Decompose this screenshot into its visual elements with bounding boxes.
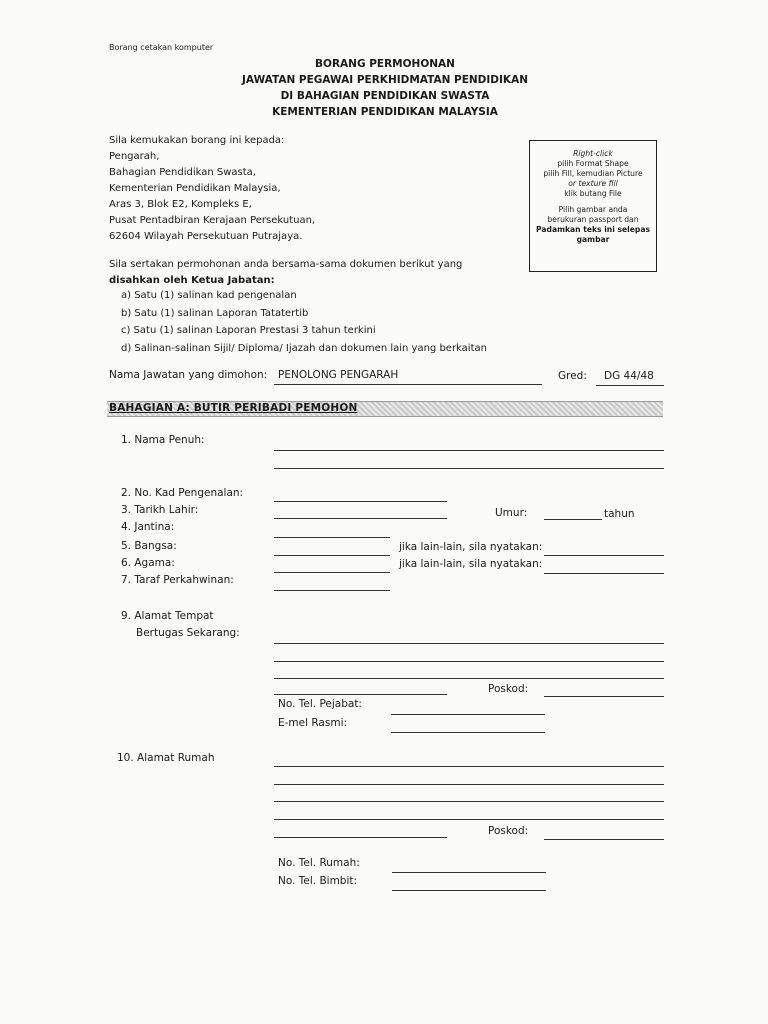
nama-penuh-field[interactable] [274, 450, 664, 451]
documents-list [121, 287, 487, 357]
section-a-title: BAHAGIAN A: BUTIR PERIBADI PEMOHON [109, 402, 358, 414]
emel-rasmi-label: E-mel Rasmi: [278, 717, 348, 729]
grade-label: Gred: [558, 370, 587, 382]
photo-instruction: pilih Format Shape [557, 159, 629, 168]
documents-intro [109, 257, 462, 289]
alamat-rumah-field-2[interactable] [274, 784, 664, 785]
photo-placeholder-box[interactable] [529, 140, 657, 272]
poskod-pejabat-field[interactable] [544, 696, 664, 697]
address-intro: Sila kemukakan borang ini kepada: [109, 135, 285, 146]
position-value[interactable]: PENOLONG PENGARAH [278, 369, 399, 381]
tarikh-lahir-label: 3. Tarikh Lahir: [121, 504, 199, 516]
tel-bimbit-field[interactable] [392, 890, 546, 891]
form-header [200, 56, 570, 120]
photo-instruction: berukuran passport dan [547, 215, 639, 224]
list-item: b) Satu (1) salinan Laporan Tatatertib [121, 307, 309, 319]
alamat-tempat-label: 9. Alamat Tempat [121, 610, 214, 622]
bangsa-lain-field[interactable] [544, 555, 664, 556]
alamat-tempat-field-2[interactable] [274, 661, 664, 662]
agama-lain-field[interactable] [544, 573, 664, 574]
alamat-tempat-field[interactable] [274, 643, 664, 644]
position-label: Nama Jawatan yang dimohon: [109, 369, 268, 381]
photo-instruction: gambar [576, 235, 610, 244]
tarikh-lahir-field[interactable] [274, 518, 447, 519]
emel-rasmi-field[interactable] [391, 732, 545, 733]
address-line: Pengarah, [109, 151, 160, 162]
list-item: c) Satu (1) salinan Laporan Prestasi 3 tahun terkini [121, 325, 376, 336]
address-block [109, 133, 315, 245]
section-a-header [107, 401, 663, 417]
umur-label: Umur: [495, 507, 528, 519]
tel-rumah-label: No. Tel. Rumah: [278, 857, 360, 869]
alamat-rumah-field-4[interactable] [274, 819, 664, 820]
taraf-perkahwinan-label: 7. Taraf Perkahwinan: [121, 574, 234, 586]
photo-instruction: pilih Fill, kemudian Picture [543, 169, 643, 178]
agama-label: 6. Agama: [121, 557, 175, 569]
header-subtitle: JAWATAN PEGAWAI PERKHIDMATAN PENDIDIKAN [242, 74, 528, 86]
header-ministry: KEMENTERIAN PENDIDIKAN MALAYSIA [272, 106, 498, 118]
bangsa-field[interactable] [274, 555, 390, 556]
address-line: Bahagian Pendidikan Swasta, [109, 167, 256, 178]
address-line: Aras 3, Blok E2, Kompleks E, [109, 199, 252, 210]
jantina-label: 4. Jantina: [121, 521, 175, 533]
kad-pengenalan-label: 2. No. Kad Pengenalan: [121, 487, 244, 499]
documents-intro-line: Sila sertakan permohonan anda bersama-sama dokumen berikut yang [109, 259, 463, 270]
alamat-rumah-field[interactable] [274, 766, 664, 767]
header-title: BORANG PERMOHONAN [315, 58, 455, 70]
documents-intro-line: disahkan oleh Ketua Jabatan: [109, 275, 275, 286]
address-line: Pusat Pentadbiran Kerajaan Persekutuan, [109, 215, 316, 226]
tel-bimbit-label: No. Tel. Bimbit: [278, 875, 358, 887]
tel-pejabat-field[interactable] [391, 714, 545, 715]
bangsa-lain-label: jika lain-lain, sila nyatakan: [399, 541, 543, 553]
nama-penuh-field-2[interactable] [274, 468, 664, 469]
bangsa-label: 5. Bangsa: [121, 540, 177, 552]
alamat-tempat-field-4[interactable] [274, 694, 447, 695]
umur-field[interactable] [544, 519, 602, 520]
kad-pengenalan-field[interactable] [274, 501, 447, 502]
tel-pejabat-label: No. Tel. Pejabat: [278, 698, 362, 710]
grade-underline [596, 385, 664, 386]
list-item: a) Satu (1) salinan kad pengenalan [121, 290, 297, 301]
address-line: 62604 Wilayah Persekutuan Putrajaya. [109, 231, 303, 242]
photo-instruction: Pilih gambar anda [558, 205, 628, 214]
position-underline [274, 384, 542, 385]
form-note: Borang cetakan komputer [109, 43, 214, 52]
alamat-rumah-field-5[interactable] [274, 837, 447, 838]
nama-penuh-label: 1. Nama Penuh: [121, 434, 205, 446]
poskod-rumah-label: Poskod: [488, 825, 529, 837]
tahun-label: tahun [604, 508, 635, 520]
alamat-tempat-field-3[interactable] [274, 678, 664, 679]
agama-field[interactable] [274, 572, 390, 573]
list-item: d) Salinan-salinan Sijil/ Diploma/ Ijazah dan dokumen lain yang berkaitan [121, 342, 487, 354]
alamat-rumah-label: 10. Alamat Rumah [117, 752, 215, 764]
poskod-pejabat-label: Poskod: [488, 683, 529, 695]
header-division: DI BAHAGIAN PENDIDIKAN SWASTA [280, 90, 490, 102]
tel-rumah-field[interactable] [392, 872, 546, 873]
agama-lain-label: jika lain-lain, sila nyatakan: [399, 558, 543, 570]
alamat-rumah-field-3[interactable] [274, 801, 664, 802]
address-line: Kementerian Pendidikan Malaysia, [109, 183, 281, 194]
grade-value[interactable]: DG 44/48 [604, 370, 654, 382]
alamat-tempat-label-2: Bertugas Sekarang: [136, 627, 240, 639]
photo-instruction: klik butang File [564, 189, 622, 198]
photo-instruction: or texture fill [568, 179, 618, 188]
photo-instruction: Right-click [573, 149, 613, 158]
poskod-rumah-field[interactable] [544, 839, 664, 840]
taraf-perkahwinan-field[interactable] [274, 590, 390, 591]
jantina-field[interactable] [274, 537, 390, 538]
photo-instruction: Padamkan teks ini selepas [536, 225, 650, 234]
